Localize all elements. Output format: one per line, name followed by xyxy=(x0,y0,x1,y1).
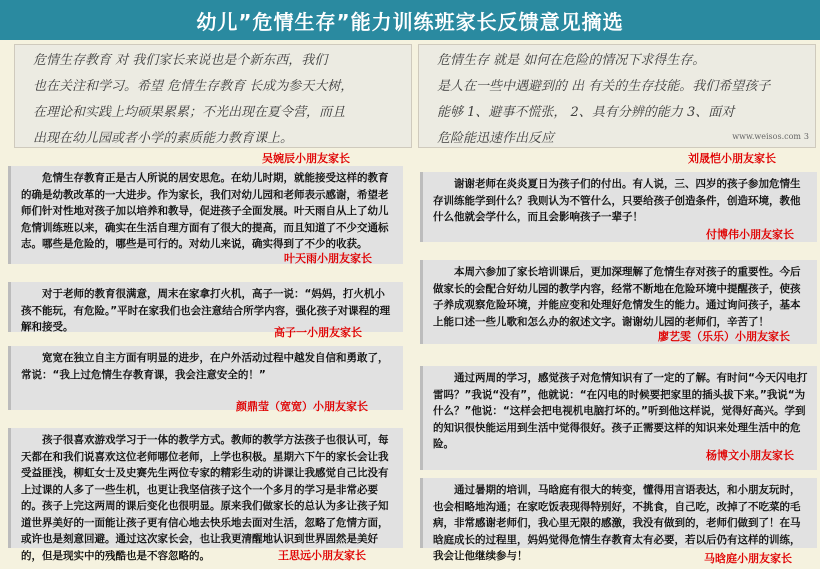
parent-signature: 颜鼎莹（宽宽）小朋友家长 xyxy=(236,400,368,413)
parent-signature: 刘晟恺小朋友家长 xyxy=(688,152,776,165)
watermark: www.weisos.com xyxy=(732,132,801,141)
parent-signature: 王思远小朋友家长 xyxy=(278,549,366,562)
handwritten-line: 危情生存 就是 如何在危险的情况下求得生存。 xyxy=(437,53,706,68)
handwritten-line: 危险能迅速作出反应 xyxy=(437,131,555,146)
feedback-text: 谢谢老师在炎炎夏日为孩子们的付出。有人说，三、四岁的孩子参加危情生存训练能学到什么？我则认为不管什么，只要给孩子创造条件，创造环境，教他什么他就会学什么，而且会影响孩子一辈子！ xyxy=(433,178,801,223)
handwritten-line: 是人在一些中遇避到的 出 有关的生存技能。我们希望孩子 xyxy=(437,79,771,94)
parent-signature: 高子一小朋友家长 xyxy=(274,326,362,339)
parent-signature: 杨博文小朋友家长 xyxy=(706,449,794,462)
handwritten-line: 出现在幼儿园或者小学的素质能力教育课上。 xyxy=(33,131,294,146)
handwritten-line: 危情生存教育 对 我们家长来说也是个新东西，我们 xyxy=(33,53,328,68)
feedback-text: 孩子很喜欢游戏学习于一体的教学方式。教师的教学方法孩子也很认可，每天都在和我们说喜欢这位老师哪位老师，上学也积极。星期六下午的家长会让我受益匪浅，柳虹女士及史赛先生两位专家的精彩生动的讲课让我感觉自己比没有上过课的人多了一些生机，也更让我坚信孩子这个一个多月的学习是非常必要的。孩子上完这两周的课后变化也很明显。原来我们做家长的总认为多让孩子知道世界美好的一面能让孩子更有信心地去快乐地去面对生活，忽略了危情方面，或许也是刻意回避。通过这次家长会，也让我更清醒地认识到世界固然是美好的，但是现实中的残酷也是不容忽略的。 xyxy=(21,434,389,562)
handwritten-note xyxy=(14,44,412,148)
handwritten-line: 能够 1、避事不慌张， 2、具有分辨的能力 3、面对 xyxy=(437,105,735,120)
parent-signature: 叶天雨小朋友家长 xyxy=(284,252,372,265)
feedback-text: 通过暑期的培训，马晗庭有很大的转变，懂得用言语表达，和小朋友玩时，也会相略地沟通；在家吃饭表现得特别好，不挑食，自己吃，改掉了不吃菜的毛病，非常感谢老师们，我心里无限的感激，我没有做到的，老师们做到了！在马晗庭成长的过程里，妈妈觉得危情生存教育太有必要，若以后仍有这样的训练，我会让他继续参与！ xyxy=(433,484,801,562)
handwritten-line: 在理论和实践上均硕果累累；不光出现在夏令营，而且 xyxy=(33,105,346,120)
parent-signature: 廖艺雯（乐乐）小朋友家长 xyxy=(658,330,790,343)
feedback-text: 宽宽在独立自主方面有明显的进步，在户外活动过程中越发自信和勇敢了，常说：“我上过危情生存教育课，我会注意安全的！” xyxy=(21,352,389,381)
parent-signature: 付博伟小朋友家长 xyxy=(706,228,794,241)
feedback-text: 本周六参加了家长培训课后，更加深理解了危情生存对孩子的重要性。今后做家长的会配合好幼儿园的教学内容，经常不断地在危险环境中提醒孩子，使孩子养成观察危险环境，并能应变和处理好危情发生的能力。通过询问孩子，基本上能口述一些儿歌和怎么办的叙述文字。谢谢幼儿园的老师们，辛苦了！ xyxy=(433,266,801,328)
feedback-text: 对于老师的教育很满意，周末在家拿打火机，高子一说：“妈妈，打火机小孩不能玩，有危险。”平时在家我们也会注意结合所学内容，强化孩子对课程的理解和接受。 xyxy=(21,288,391,333)
handwritten-note xyxy=(418,44,816,148)
handwritten-line: 也在关注和学习。希望 危情生存教育 长成为参天大树， xyxy=(33,79,354,94)
feedback-text: 危情生存教育正是古人所说的居安思危。在幼儿时期，就能接受这样的教育的确是幼教改革的一大进步。作为家长，我们对幼儿园和老师表示感谢，希望老师们针对性地对孩子加以培养和教导，促进孩子全面发展。叶天雨自从上了幼儿危情训练班以来，确实在生活自理方面有了很大的提高，而且知道了不少交通标志。哪些是危险的，哪些是可行的。对幼儿来说，确实得到了不少的收获。 xyxy=(21,172,389,250)
page-title: 幼儿”危情生存”能力训练班家长反馈意见摘选 xyxy=(0,0,820,40)
parent-signature: 马晗庭小朋友家长 xyxy=(704,552,792,565)
feedback-text: 通过两周的学习，感觉孩子对危情知识有了一定的了解。有时问“今天闪电打雷吗？”我说“没有”，他就说：“在闪电的时候要把家里的插头拔下来。”我说“为什么？”他说：“这样会把电视机电脑打坏的。”听到他这样说，觉得好高兴。学到的知识很快能运用到生活中觉得很好。孩子正需要这样的知识来处理生活中的危险。 xyxy=(433,372,808,450)
page-number: 3 xyxy=(803,132,809,141)
parent-signature: 吴婉辰小朋友家长 xyxy=(262,152,350,165)
